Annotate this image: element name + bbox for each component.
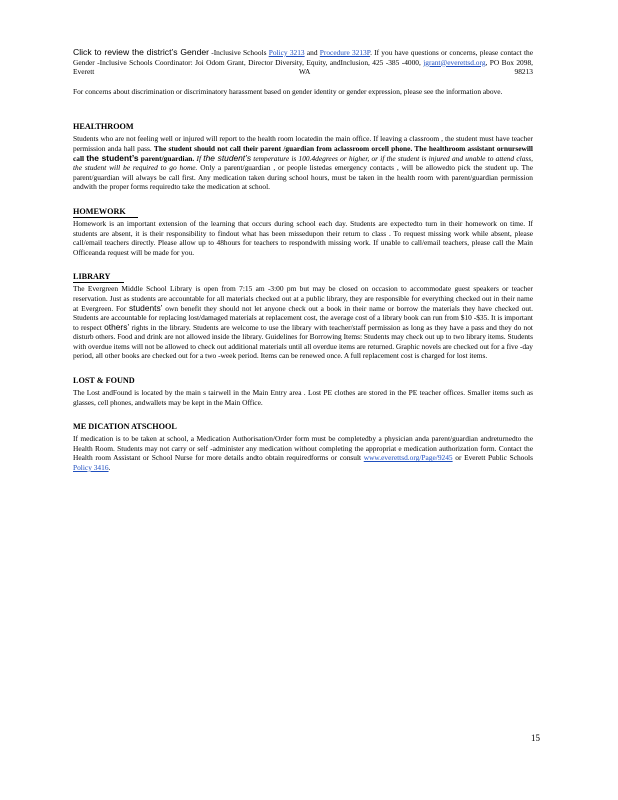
healthroom-bold-1: The student should not call their parent /guardian from aclassroom orcell phone. The healthroom assistant ornursewill call: [73, 143, 533, 163]
healthroom-bold-students: the student’s: [86, 152, 139, 163]
library-students-word: students’: [128, 302, 163, 313]
lost-found-section: [73, 370, 533, 407]
homework-heading: HOMEWORK: [73, 206, 138, 218]
library-others-word: others’: [104, 321, 130, 332]
healthroom-heading: HEALTHROOM: [73, 122, 134, 132]
healthroom-italic-1: If: [196, 153, 202, 163]
policy-3416-link[interactable]: Policy 3416: [73, 463, 109, 473]
gender-concerns-paragraph: For concerns about discrimination or discriminatory harassment based on gender identity or gender expression, please see the information above.: [73, 86, 503, 96]
healthroom-text-2: Only a parent/guardian , or people listedas emergency contacts , will be allowedto pick the student up. The parent/guardian will always be call first. Any medication taken during school hours, must be taken in the health room with parent/guardian permission andwith the proper forms requiredto take the medication at school.: [73, 163, 533, 192]
healthroom-text-1: Students who are not feeling well or injured will report to the health room locatedin the main office. If leaving a classroom , the student must have teacher permission anda hall pass.: [73, 134, 533, 153]
library-section: [73, 266, 533, 361]
gender-paragraph: [73, 48, 533, 77]
gender-text-3: , PO Box 2098, Everett WA 98213: [73, 57, 533, 77]
medication-text-2: or Everett Public Schools: [455, 453, 533, 463]
medication-paragraph: [73, 434, 533, 472]
medication-text-3: .: [108, 463, 111, 473]
everettsd-page-9245-link[interactable]: www.everettsd.org/Page/9245: [363, 453, 453, 463]
policy-3213-link[interactable]: Policy 3213: [268, 48, 305, 57]
medication-text-1: If medication is to be taken at school, a Medication Authorisation/Order form must be completedby a physician anda parent/guardian andreturnedto the Health Room. Students may not carry or self -administer any medication without completing the appropriat e medication authorization form. Contact the Health room Assistant or School Nurse for more details andto obtain requiredforms or consult: [73, 434, 533, 463]
lost-found-paragraph: The Lost andFound is located by the main s tairwell in the Main Entry area . Lost PE clothes are stored in the PE teacher offices. Smaller items such as glasses, cell phones, andwallets may be kept in the Main Office.: [73, 388, 533, 407]
healthroom-section: [73, 116, 533, 192]
procedure-3213p-link[interactable]: Procedure 3213P: [319, 48, 371, 57]
coordinator-email-link[interactable]: jgrant@everettsd.org: [423, 57, 486, 67]
healthroom-bold-2: parent/guardian.: [140, 153, 195, 163]
healthroom-italic-students: the student’s: [203, 152, 252, 163]
homework-section: [73, 201, 533, 257]
library-text-2: own benefit they should not let anyone check out a book in their name or borrow the materials they have checked out. Students are accountable for replacing lost/damaged materials at replacement cost, the average cost of a library book can run from $10 -$35. It is important to respect: [73, 303, 533, 332]
medication-section: [73, 416, 533, 472]
gender-inclusive-section: [73, 48, 533, 96]
homework-paragraph: Homework is an important extension of the learning that occurs during school each day. Students are expectedto turn in their homework on time. If students are absent, it is their responsibility to findout what has been missedupon their return to class . To request missing work while absent, please call/email teachers directly. Please allow up to 48hours for teachers to respondwith missing work. If unable to call/email teachers, please call the Main Officeanda request will be made for you.: [73, 218, 533, 257]
gender-text-1: -Inclusive Schools: [211, 48, 267, 57]
library-text-1: The Evergreen Middle School Library is open from 7:15 am -3:00 pm but may be closed on occasion to accommodate guest speakers or teacher reservation. Just as students are accountable for all materials checked out at a public library, they are responsible for everything checked out in their name at Evergreen. For: [73, 284, 533, 313]
page-number: 15: [531, 733, 540, 743]
gender-text-2: . If you have questions or concerns, please contact the Gender -Inclusive Schools Coordinator: Joi Odom Grant, Director Diversity, Equity, andInclusion, 425 -385 -4000,: [73, 48, 534, 67]
medication-heading: ME DICATION ATSCHOOL: [73, 422, 177, 432]
healthroom-italic-2: temperature is 100.4degrees or higher, or if the student is injured and unable to attend class, the student will be required to go home.: [73, 153, 533, 173]
document-page: [73, 48, 533, 473]
healthroom-paragraph: [73, 134, 533, 192]
library-paragraph: [73, 284, 533, 361]
gender-and: and: [306, 48, 318, 57]
gender-lead: Click to review the district’s Gender: [73, 47, 209, 57]
lost-found-heading: LOST & FOUND: [73, 376, 135, 386]
library-text-3: rights in the library. Students are welcome to use the library with teacher/staff permission as long as they have a pass and they do not disturb others. Food and drink are not allowed inside the library. Guidelines for Borrowing Items: Students may check out up to two library items. Students with overdue items will not be allowed to check out additional materials until all overdue items are returned. Graphic novels are checked out for a five -day period, all other books are checked out for a two -week period. Items can be renewed once. A full replacement cost is charged for lost items.: [73, 322, 533, 361]
library-heading: LIBRARY: [73, 271, 124, 283]
